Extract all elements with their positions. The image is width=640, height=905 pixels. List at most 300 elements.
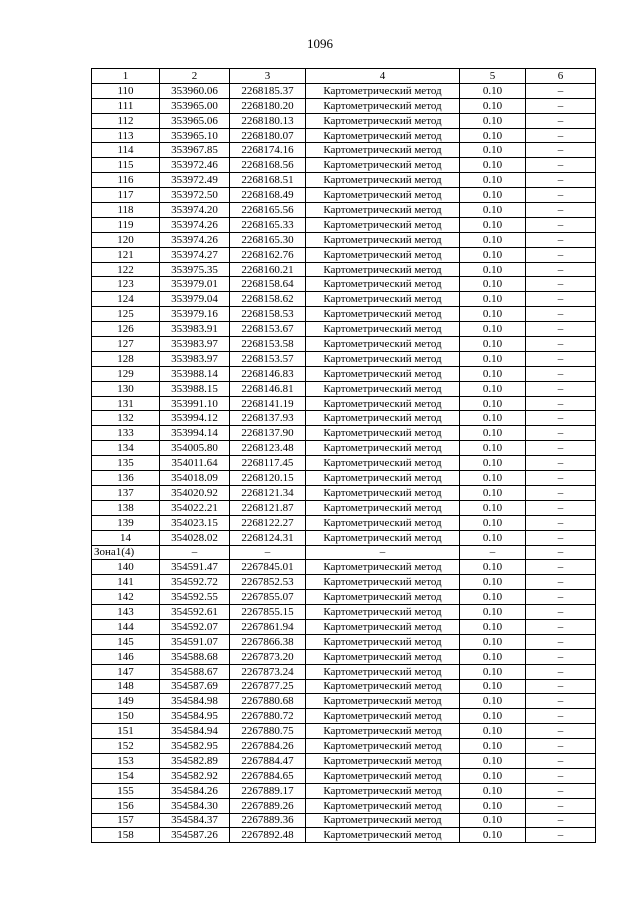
table-cell: 0.10 xyxy=(460,98,526,113)
table-cell: – xyxy=(526,753,596,768)
table-row xyxy=(92,232,596,247)
table-cell: 131 xyxy=(92,396,160,411)
table-cell: 0.10 xyxy=(460,307,526,322)
table-cell: 110 xyxy=(92,83,160,98)
table-cell: Картометрический метод xyxy=(306,664,460,679)
column-header: 3 xyxy=(230,69,306,84)
table-cell: – xyxy=(526,485,596,500)
table-cell: 2268117.45 xyxy=(230,456,306,471)
table-cell: 151 xyxy=(92,724,160,739)
table-row xyxy=(92,128,596,143)
table-cell: 353983.91 xyxy=(160,322,230,337)
table-cell: Картометрический метод xyxy=(306,709,460,724)
table-cell: 2268121.87 xyxy=(230,500,306,515)
table-row xyxy=(92,322,596,337)
table-cell: 0.10 xyxy=(460,590,526,605)
table-row xyxy=(92,203,596,218)
table-cell: 126 xyxy=(92,322,160,337)
table-row xyxy=(92,381,596,396)
table-cell: 354584.95 xyxy=(160,709,230,724)
column-header: 6 xyxy=(526,69,596,84)
table-row xyxy=(92,262,596,277)
table-cell: 2267855.15 xyxy=(230,605,306,620)
table-cell: Картометрический метод xyxy=(306,441,460,456)
table-cell: 2267873.20 xyxy=(230,649,306,664)
table-cell: Картометрический метод xyxy=(306,798,460,813)
table-cell: 353983.97 xyxy=(160,351,230,366)
table-row xyxy=(92,500,596,515)
table-cell: 2268180.13 xyxy=(230,113,306,128)
table-cell: 354592.61 xyxy=(160,605,230,620)
table-cell: – xyxy=(526,322,596,337)
table-cell: 14 xyxy=(92,530,160,545)
table-body xyxy=(92,83,596,842)
table-row xyxy=(92,813,596,828)
table-cell: 118 xyxy=(92,203,160,218)
table-cell: – xyxy=(526,262,596,277)
table-cell: 2267845.01 xyxy=(230,560,306,575)
table-cell: 0.10 xyxy=(460,173,526,188)
table-cell: Картометрический метод xyxy=(306,98,460,113)
table-cell: 354584.30 xyxy=(160,798,230,813)
table-cell: 0.10 xyxy=(460,500,526,515)
table-cell: 2267892.48 xyxy=(230,828,306,843)
table-cell: – xyxy=(526,143,596,158)
table-cell: Картометрический метод xyxy=(306,366,460,381)
table-cell: – xyxy=(526,530,596,545)
table-cell: Картометрический метод xyxy=(306,649,460,664)
table-cell: 353974.20 xyxy=(160,203,230,218)
table-row xyxy=(92,351,596,366)
table-cell: 353972.50 xyxy=(160,188,230,203)
table-cell: – xyxy=(526,724,596,739)
table-cell: 0.10 xyxy=(460,292,526,307)
table-cell: 354587.69 xyxy=(160,679,230,694)
table-cell: – xyxy=(526,619,596,634)
table-cell: 354592.55 xyxy=(160,590,230,605)
table-cell: 0.10 xyxy=(460,143,526,158)
table-cell: 0.10 xyxy=(460,232,526,247)
table-cell: 2267877.25 xyxy=(230,679,306,694)
table-cell: 354584.37 xyxy=(160,813,230,828)
table-cell: – xyxy=(526,694,596,709)
table-cell: – xyxy=(526,768,596,783)
table-cell: 2268124.31 xyxy=(230,530,306,545)
table-cell: 353991.10 xyxy=(160,396,230,411)
table-cell: – xyxy=(526,441,596,456)
table-cell: 130 xyxy=(92,381,160,396)
table-row xyxy=(92,83,596,98)
table-cell: 146 xyxy=(92,649,160,664)
table-cell: 115 xyxy=(92,158,160,173)
table-cell: Картометрический метод xyxy=(306,143,460,158)
table-cell: – xyxy=(526,158,596,173)
table-cell: 116 xyxy=(92,173,160,188)
table-row xyxy=(92,292,596,307)
table-row xyxy=(92,441,596,456)
table-cell: Картометрический метод xyxy=(306,203,460,218)
table-row xyxy=(92,560,596,575)
table-cell: 2268146.83 xyxy=(230,366,306,381)
table-cell: 354011.64 xyxy=(160,456,230,471)
table-cell: 0.10 xyxy=(460,575,526,590)
table-cell: Картометрический метод xyxy=(306,277,460,292)
table-cell: Картометрический метод xyxy=(306,396,460,411)
table-cell: Картометрический метод xyxy=(306,768,460,783)
table-cell: 0.10 xyxy=(460,203,526,218)
table-cell: 0.10 xyxy=(460,560,526,575)
table-cell: 149 xyxy=(92,694,160,709)
table-row xyxy=(92,277,596,292)
table-cell: – xyxy=(526,649,596,664)
table-cell: 0.10 xyxy=(460,828,526,843)
table-cell: 0.10 xyxy=(460,337,526,352)
table-cell: 0.10 xyxy=(460,322,526,337)
table-cell: 2267889.17 xyxy=(230,783,306,798)
table-cell: Картометрический метод xyxy=(306,426,460,441)
table-cell: 141 xyxy=(92,575,160,590)
table-cell: 2268158.62 xyxy=(230,292,306,307)
table-cell: 2268168.49 xyxy=(230,188,306,203)
table-cell: 353965.10 xyxy=(160,128,230,143)
table-cell: 353975.35 xyxy=(160,262,230,277)
table-cell: – xyxy=(526,575,596,590)
table-cell: Зона1(4) xyxy=(92,545,160,560)
table-row xyxy=(92,396,596,411)
table-cell: 2268180.07 xyxy=(230,128,306,143)
table-cell: 354023.15 xyxy=(160,515,230,530)
table-cell: Картометрический метод xyxy=(306,783,460,798)
table-cell: 123 xyxy=(92,277,160,292)
table-cell: 156 xyxy=(92,798,160,813)
table-cell: – xyxy=(160,545,230,560)
table-cell: – xyxy=(526,471,596,486)
table-row xyxy=(92,98,596,113)
table-cell: 2268168.56 xyxy=(230,158,306,173)
table-cell: Картометрический метод xyxy=(306,515,460,530)
table-row xyxy=(92,158,596,173)
table-cell: 2268158.53 xyxy=(230,307,306,322)
table-cell: 0.10 xyxy=(460,188,526,203)
table-cell: 0.10 xyxy=(460,351,526,366)
table-cell: 0.10 xyxy=(460,649,526,664)
table-cell: 2267861.94 xyxy=(230,619,306,634)
table-row xyxy=(92,679,596,694)
table-cell: 0.10 xyxy=(460,739,526,754)
table-cell: – xyxy=(526,128,596,143)
column-header: 1 xyxy=(92,69,160,84)
table-cell: 2268141.19 xyxy=(230,396,306,411)
table-row xyxy=(92,634,596,649)
table-cell: 2268146.81 xyxy=(230,381,306,396)
table-cell: Картометрический метод xyxy=(306,217,460,232)
table-cell: – xyxy=(526,83,596,98)
table-row xyxy=(92,247,596,262)
table-cell: Картометрический метод xyxy=(306,83,460,98)
table-cell: 2267880.68 xyxy=(230,694,306,709)
table-cell: – xyxy=(526,188,596,203)
table-cell: 353988.15 xyxy=(160,381,230,396)
table-cell: – xyxy=(526,590,596,605)
table-cell: Картометрический метод xyxy=(306,634,460,649)
table-cell: 0.10 xyxy=(460,515,526,530)
table-cell: 117 xyxy=(92,188,160,203)
table-cell: 129 xyxy=(92,366,160,381)
table-cell: 128 xyxy=(92,351,160,366)
table-cell: Картометрический метод xyxy=(306,113,460,128)
table-cell: – xyxy=(526,456,596,471)
table-cell: 2268158.64 xyxy=(230,277,306,292)
table-cell: 354018.09 xyxy=(160,471,230,486)
table-cell: 137 xyxy=(92,485,160,500)
table-cell: 0.10 xyxy=(460,113,526,128)
table-header-row xyxy=(92,69,596,84)
table-cell: Картометрический метод xyxy=(306,247,460,262)
table-cell: 122 xyxy=(92,262,160,277)
table-cell: 2267889.26 xyxy=(230,798,306,813)
table-cell: 2268160.21 xyxy=(230,262,306,277)
table-cell: 0.10 xyxy=(460,783,526,798)
table-cell: 0.10 xyxy=(460,709,526,724)
table-cell: 354582.92 xyxy=(160,768,230,783)
table-cell: 353972.49 xyxy=(160,173,230,188)
table-cell: Картометрический метод xyxy=(306,679,460,694)
table-cell: – xyxy=(526,337,596,352)
table-cell: – xyxy=(526,411,596,426)
table-row xyxy=(92,753,596,768)
table-cell: 353960.06 xyxy=(160,83,230,98)
table-row xyxy=(92,143,596,158)
table-cell: – xyxy=(526,798,596,813)
table-cell: 0.10 xyxy=(460,694,526,709)
table-cell: 0.10 xyxy=(460,396,526,411)
table-cell: Картометрический метод xyxy=(306,560,460,575)
table-cell: Картометрический метод xyxy=(306,590,460,605)
table-cell: 2268122.27 xyxy=(230,515,306,530)
table-cell: 150 xyxy=(92,709,160,724)
table-cell: 2267866.38 xyxy=(230,634,306,649)
table-cell: 119 xyxy=(92,217,160,232)
table-row xyxy=(92,426,596,441)
column-header: 4 xyxy=(306,69,460,84)
table-cell: 0.10 xyxy=(460,679,526,694)
table-cell: Картометрический метод xyxy=(306,813,460,828)
table-cell: – xyxy=(526,203,596,218)
table-cell: 114 xyxy=(92,143,160,158)
table-cell: 154 xyxy=(92,768,160,783)
table-row xyxy=(92,664,596,679)
table-cell: 152 xyxy=(92,739,160,754)
table-cell: 0.10 xyxy=(460,366,526,381)
table-cell: 0.10 xyxy=(460,485,526,500)
table-cell: – xyxy=(526,292,596,307)
table-cell: 0.10 xyxy=(460,426,526,441)
table-cell: Картометрический метод xyxy=(306,292,460,307)
table-cell: 353965.00 xyxy=(160,98,230,113)
table-cell: 2268153.58 xyxy=(230,337,306,352)
table-cell: 0.10 xyxy=(460,634,526,649)
table-cell: 0.10 xyxy=(460,753,526,768)
table-cell: – xyxy=(526,381,596,396)
table-cell: 354588.67 xyxy=(160,664,230,679)
table-cell: 124 xyxy=(92,292,160,307)
table-cell: 2268137.93 xyxy=(230,411,306,426)
table-cell: 354028.02 xyxy=(160,530,230,545)
table-cell: Картометрический метод xyxy=(306,619,460,634)
table-cell: 0.10 xyxy=(460,664,526,679)
table-cell: 2267884.65 xyxy=(230,768,306,783)
table-cell: 353988.14 xyxy=(160,366,230,381)
table-cell: 133 xyxy=(92,426,160,441)
table-cell: Картометрический метод xyxy=(306,262,460,277)
table-cell: – xyxy=(526,828,596,843)
table-cell: – xyxy=(526,173,596,188)
table-cell: – xyxy=(526,813,596,828)
table-row xyxy=(92,337,596,352)
table-cell: 0.10 xyxy=(460,813,526,828)
table-cell: 0.10 xyxy=(460,724,526,739)
table-row xyxy=(92,709,596,724)
table-cell: 0.10 xyxy=(460,619,526,634)
table-row xyxy=(92,188,596,203)
table-row xyxy=(92,411,596,426)
table-cell: Картометрический метод xyxy=(306,173,460,188)
table-cell: – xyxy=(526,232,596,247)
table-cell: – xyxy=(526,545,596,560)
table-cell: 354584.94 xyxy=(160,724,230,739)
table-cell: 353979.04 xyxy=(160,292,230,307)
coordinates-table xyxy=(91,68,596,843)
table-cell: Картометрический метод xyxy=(306,485,460,500)
table-cell: 2267873.24 xyxy=(230,664,306,679)
table-cell: 144 xyxy=(92,619,160,634)
table-cell: – xyxy=(526,515,596,530)
table-row xyxy=(92,783,596,798)
table-cell: – xyxy=(526,396,596,411)
table-cell: Картометрический метод xyxy=(306,828,460,843)
table-cell: Картометрический метод xyxy=(306,739,460,754)
table-cell: 354588.68 xyxy=(160,649,230,664)
table-cell: 0.10 xyxy=(460,411,526,426)
table-cell: 158 xyxy=(92,828,160,843)
table-cell: Картометрический метод xyxy=(306,307,460,322)
table-cell: Картометрический метод xyxy=(306,337,460,352)
table-cell: 138 xyxy=(92,500,160,515)
table-cell: 2268174.16 xyxy=(230,143,306,158)
table-cell: Картометрический метод xyxy=(306,232,460,247)
table-cell: 2268120.15 xyxy=(230,471,306,486)
table-row xyxy=(92,366,596,381)
table-row xyxy=(92,471,596,486)
table-row xyxy=(92,619,596,634)
table-cell: 0.10 xyxy=(460,798,526,813)
table-cell: 0.10 xyxy=(460,381,526,396)
table-cell: 2267880.75 xyxy=(230,724,306,739)
table-cell: 354582.95 xyxy=(160,739,230,754)
table-cell: 0.10 xyxy=(460,441,526,456)
table-cell: 143 xyxy=(92,605,160,620)
table-cell: – xyxy=(526,709,596,724)
table-cell: 354591.07 xyxy=(160,634,230,649)
table-cell: 354584.98 xyxy=(160,694,230,709)
table-cell: 354592.07 xyxy=(160,619,230,634)
table-cell: – xyxy=(526,634,596,649)
table-cell: 0.10 xyxy=(460,471,526,486)
table-cell: 2268153.67 xyxy=(230,322,306,337)
table-cell: 353972.46 xyxy=(160,158,230,173)
table-cell: – xyxy=(526,247,596,262)
table-cell: Картометрический метод xyxy=(306,500,460,515)
table-cell: 0.10 xyxy=(460,247,526,262)
table-cell: Картометрический метод xyxy=(306,605,460,620)
table-cell: 2267852.53 xyxy=(230,575,306,590)
table-cell: 354582.89 xyxy=(160,753,230,768)
table-row xyxy=(92,649,596,664)
table-cell: 353994.14 xyxy=(160,426,230,441)
table-cell: 354591.47 xyxy=(160,560,230,575)
table-cell: – xyxy=(526,307,596,322)
page-number: 1096 xyxy=(307,36,333,51)
table-cell: Картометрический метод xyxy=(306,724,460,739)
table-row xyxy=(92,173,596,188)
table-cell: 2267855.07 xyxy=(230,590,306,605)
table-cell: Картометрический метод xyxy=(306,530,460,545)
table-cell: Картометрический метод xyxy=(306,188,460,203)
table-cell: 142 xyxy=(92,590,160,605)
table-cell: 354020.92 xyxy=(160,485,230,500)
table-cell: 2268168.51 xyxy=(230,173,306,188)
table-cell: 353979.01 xyxy=(160,277,230,292)
table-cell: – xyxy=(526,351,596,366)
table-cell: 2268121.34 xyxy=(230,485,306,500)
table-cell: 145 xyxy=(92,634,160,649)
table-row xyxy=(92,798,596,813)
table-cell: 120 xyxy=(92,232,160,247)
table-cell: – xyxy=(526,98,596,113)
table-cell: 353983.97 xyxy=(160,337,230,352)
table-cell: 2267889.36 xyxy=(230,813,306,828)
table-cell: 354005.80 xyxy=(160,441,230,456)
table-cell: 125 xyxy=(92,307,160,322)
column-header: 5 xyxy=(460,69,526,84)
table-cell: Картометрический метод xyxy=(306,575,460,590)
table-row xyxy=(92,768,596,783)
table-cell: 2268162.76 xyxy=(230,247,306,262)
column-header: 2 xyxy=(160,69,230,84)
table-cell: Картометрический метод xyxy=(306,471,460,486)
table-cell: 353974.26 xyxy=(160,232,230,247)
table-cell: 0.10 xyxy=(460,768,526,783)
table-cell: – xyxy=(526,679,596,694)
table-row xyxy=(92,113,596,128)
table-cell: – xyxy=(526,560,596,575)
table-cell: 155 xyxy=(92,783,160,798)
table-cell: 354587.26 xyxy=(160,828,230,843)
table-cell: 139 xyxy=(92,515,160,530)
table-cell: Картометрический метод xyxy=(306,351,460,366)
table-cell: 136 xyxy=(92,471,160,486)
table-cell: 0.10 xyxy=(460,128,526,143)
table-cell: Картометрический метод xyxy=(306,456,460,471)
table-row xyxy=(92,828,596,843)
table-cell: 0.10 xyxy=(460,158,526,173)
table-cell: 2268185.37 xyxy=(230,83,306,98)
table-cell: Картометрический метод xyxy=(306,694,460,709)
table-cell: 2268137.90 xyxy=(230,426,306,441)
table-cell: 353979.16 xyxy=(160,307,230,322)
table-cell: 153 xyxy=(92,753,160,768)
table-cell: 121 xyxy=(92,247,160,262)
